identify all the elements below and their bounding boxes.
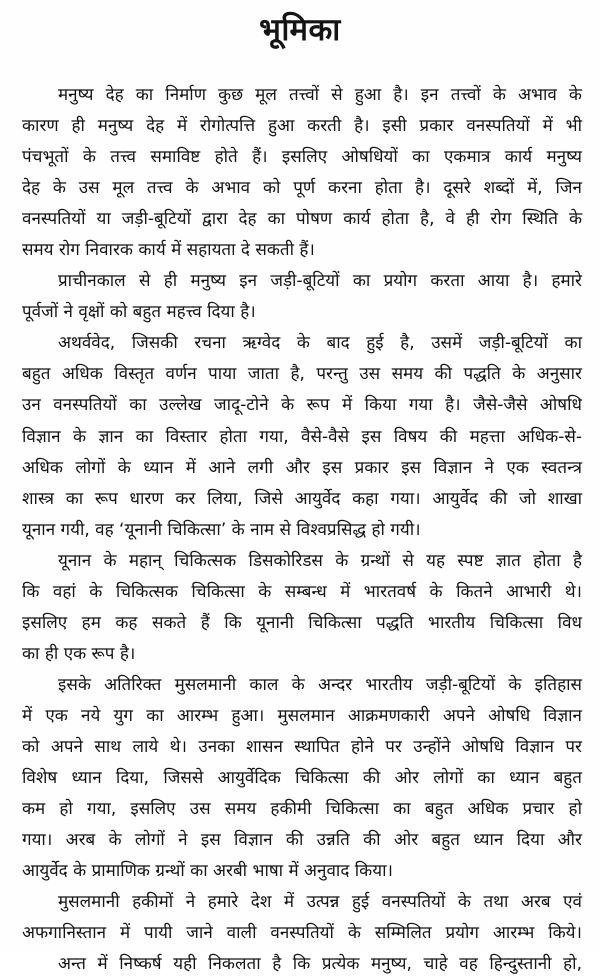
text-line: इसके अतिरिक्त मुसलमानी काल के अन्दर भारतीय जड़ी-बूटियों के इतिहास [58,674,582,695]
text-line: पूर्वजों ने वृक्षों को बहुत महत्त्व दिया है। [22,302,256,323]
text-line: को अपने साथ लाये थे। उनका शासन स्थापित होने पर उन्होंने ओषधि विज्ञान पर [22,736,582,757]
text-line: कारण ही मनुष्य देह में रोगोत्पत्ति हुआ करती है। इसी प्रकार वनस्पतियों में भी [22,116,582,137]
text-line: बहुत अधिक विस्तृत वर्णन पाया जाता है, परन्तु उस समय की पद्धति के अनुसार [22,364,582,385]
page-title: भूमिका [259,12,341,48]
text-line: उन वनस्पतियों का उल्लेख जादू-टोने के रूप में किया गया है। जैसे-जैसे ओषधि [22,395,582,416]
text-line: विज्ञान के ज्ञान का विस्तार होता गया, वैसे-वैसे इस विषय की महत्ता अधिक-से- [22,426,582,447]
text-line: देह के उस मूल तत्त्व के अभाव को पूर्ण करना होता है। दूसरे शब्दों में, जिन [22,178,582,199]
text-line: वनस्पतियों या जड़ी-बूटियों द्वारा देह का पोषण कार्य होता है, वे ही रोग स्थिति के [22,209,582,230]
text-line: यूनान के महान् चिकित्सक डिसकोरिडस के ग्रन्थों से यह स्पष्ट ज्ञात होता है [58,550,582,571]
text-line: अथर्ववेद, जिसकी रचना ऋग्वेद के बाद हुई है, उसमें जड़ी-बूटियों का [58,333,582,354]
text-line: शास्त्र का रूप धारण कर लिया, जिसे आयुर्वेद कहा गया। आयुर्वेद की जो शाखा [22,488,582,509]
text-line: मनुष्य देह का निर्माण कुछ मूल तत्त्वों से हुआ है। इन तत्त्वों के अभाव के [58,85,582,105]
text-line: अन्त में निष्कर्ष यही निकलता है कि प्रत्येक मनुष्य, चाहे वह हिन्दुस्तानी हो, [58,954,582,975]
text-line: इसलिए हम कह सकते हैं कि यूनानी चिकित्सा पद्धति भारतीय चिकित्सा विध [22,612,582,633]
text-line: विशेष ध्यान दिया, जिससे आयुर्वेदिक चिकित्सा की ओर लोगों का ध्यान बहुत [22,768,582,789]
text-line: आयुर्वेद के प्रामाणिक ग्रन्थों का अरबी भाषा में अनुवाद किया। [22,861,393,882]
text-line: गया। अरब के लोगों ने इस विज्ञान की उन्नति की ओर बहुत ध्यान दिया और [22,830,582,851]
text-line: प्राचीनकाल से ही मनुष्य इन जड़ी-बूटियों का प्रयोग करता आया है। हमारे [58,271,582,292]
text-line: में एक नये युग का आरम्भ हुआ। मुसलमान आक्रमणकारी अपने ओषधि विज्ञान [22,705,582,726]
text-line: कि वहां के चिकित्सक चिकित्सा के सम्बन्ध में भारतवर्ष के कितने आभारी थे। [22,581,582,602]
text-line: पंचभूतों के तत्त्व समाविष्ट होते हैं। इसलिए ओषधियों का एकमात्र कार्य मनुष्य [22,147,582,168]
body-text [22,80,582,980]
text-line: मुसलमानी हकीमों ने हमारे देश में उत्पन्न हुई वनस्पतियों के तथा अरब एवं [58,892,582,913]
text-line: अधिक लोगों के ध्यान में आने लगी और इस प्रकार इस विज्ञान ने एक स्वतन्त्र [22,457,582,478]
text-line: का ही एक रूप है। [22,643,136,664]
text-line: समय रोग निवारक कार्य में सहायता दे सकती हैं। [22,240,315,261]
text-line: यूनान गयी, वह ‘यूनानी चिकित्सा’ के नाम से विश्वप्रसिद्ध हो गयी। [22,519,421,540]
text-line: कम हो गया, इसलिए उस समय हकीमी चिकित्सा का बहुत अधिक प्रचार हो [22,799,582,820]
text-line: अफगानिस्तान में पायी जाने वाली वनस्पतियों के सम्मिलित प्रयोग आरम्भ किये। [22,923,582,944]
